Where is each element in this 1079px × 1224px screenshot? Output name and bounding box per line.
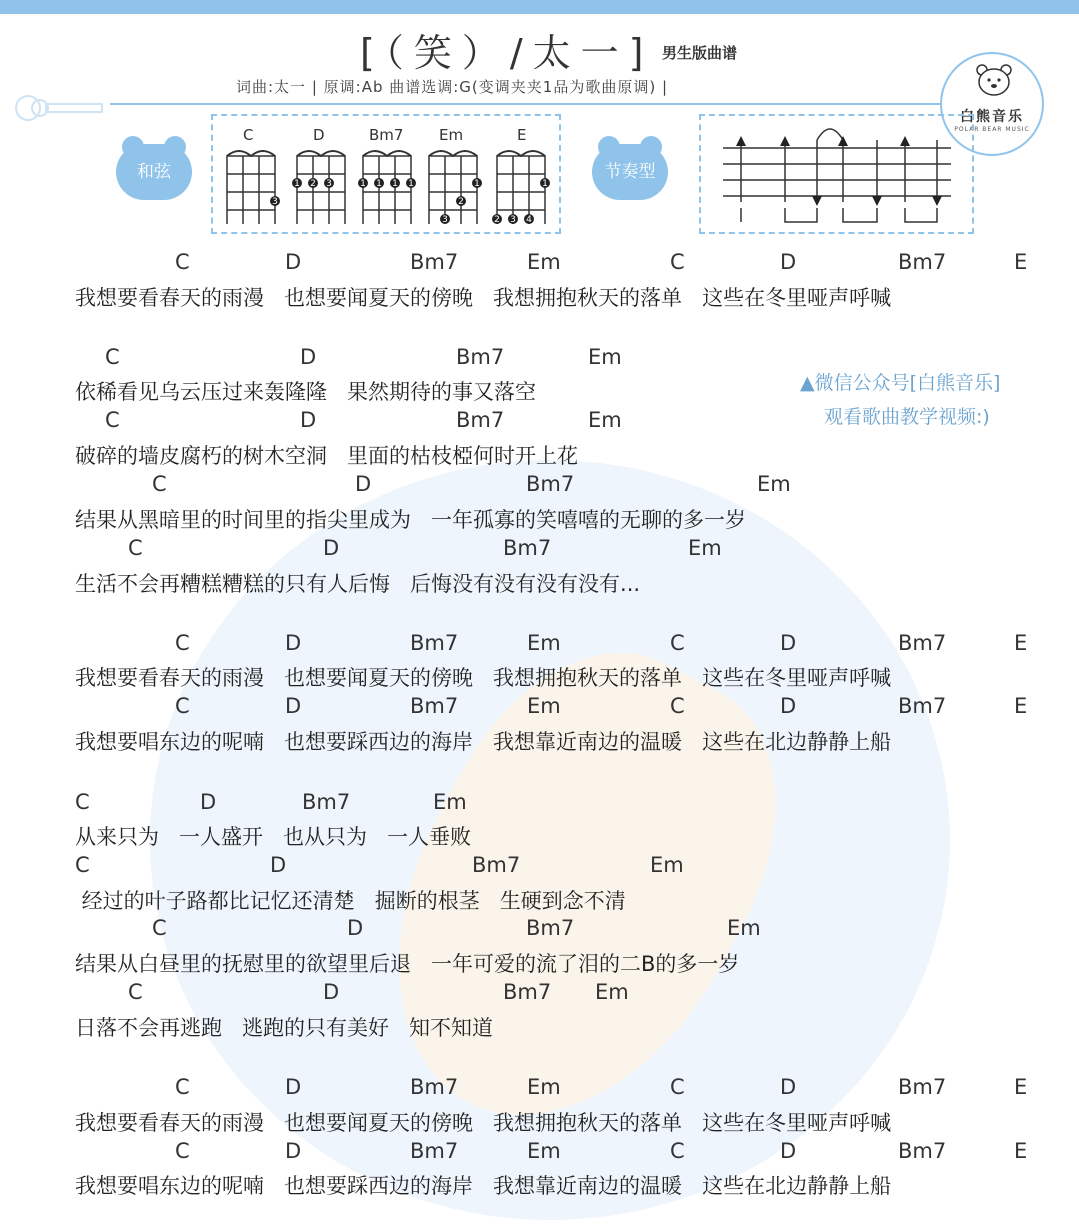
chord-symbol: C bbox=[128, 536, 143, 560]
chord-symbol: C bbox=[670, 1075, 685, 1099]
chord-symbol: D bbox=[300, 345, 317, 369]
chord-diagram-label: Em bbox=[439, 126, 464, 144]
chord-symbol: D bbox=[780, 250, 797, 274]
notice-line-1: ▲微信公众号[白熊音乐] bbox=[800, 372, 1001, 394]
chord-symbol: D bbox=[780, 631, 797, 655]
finger-mark: 3 bbox=[326, 179, 332, 189]
finger-mark: 3 bbox=[510, 215, 516, 224]
chord-symbol: D bbox=[285, 250, 302, 274]
chord-symbol: Bm7 bbox=[410, 694, 459, 718]
chord-symbol: D bbox=[270, 853, 287, 877]
chord-symbol: E bbox=[1014, 1139, 1028, 1163]
chord-symbol: Bm7 bbox=[456, 408, 505, 432]
chord-diagrams-panel bbox=[211, 114, 561, 234]
lyric-line: 生活不会再糟糕糟糕的只有人后悔 后悔没有没有没有没有... bbox=[75, 572, 641, 596]
chord-symbol: D bbox=[285, 1075, 302, 1099]
chord-symbol: D bbox=[285, 694, 302, 718]
lyric-line: 经过的叶子路都比记忆还清楚 掘断的根茎 生硬到念不清 bbox=[75, 889, 626, 913]
rhythm-badge: 节奏型 bbox=[592, 136, 668, 200]
chord-symbol: E bbox=[1014, 694, 1028, 718]
chords-badge: 和弦 bbox=[116, 136, 192, 200]
chord-symbol: Bm7 bbox=[302, 790, 351, 814]
song-title: [（笑）/太一] bbox=[360, 31, 654, 75]
finger-mark: 1 bbox=[474, 179, 480, 189]
finger-mark: 2 bbox=[494, 215, 500, 224]
chord-symbol: Em bbox=[727, 916, 761, 940]
chord-symbol: Em bbox=[595, 980, 629, 1004]
chord-symbol: Bm7 bbox=[472, 853, 521, 877]
chord-symbol: C bbox=[75, 853, 90, 877]
chord-symbol: D bbox=[200, 790, 217, 814]
chord-symbol: Bm7 bbox=[410, 1139, 459, 1163]
lyric-line: 我想要看春天的雨漫 也想要闻夏天的傍晚 我想拥抱秋天的落单 这些在冬里哑声呼喊 bbox=[75, 286, 892, 310]
finger-mark: 3 bbox=[442, 215, 448, 224]
finger-mark: 2 bbox=[458, 197, 464, 207]
logo-english: POLAR BEAR MUSIC bbox=[954, 126, 1030, 133]
lyric-line: 从来只为 一人盛开 也从只为 一人垂败 bbox=[75, 825, 472, 849]
chord-symbol: Bm7 bbox=[898, 1139, 947, 1163]
chord-symbol: Bm7 bbox=[503, 536, 552, 560]
chord-symbol: C bbox=[670, 631, 685, 655]
chord-symbol: D bbox=[780, 1139, 797, 1163]
chord-symbol: D bbox=[780, 1075, 797, 1099]
chord-symbol: D bbox=[285, 631, 302, 655]
chord-symbol: E bbox=[1014, 250, 1028, 274]
chord-symbol: C bbox=[75, 790, 90, 814]
top-banner bbox=[0, 0, 1079, 14]
chord-diagram-label: D bbox=[313, 126, 325, 144]
chord-symbol: D bbox=[323, 980, 340, 1004]
fretboard-grids bbox=[213, 144, 559, 224]
chord-symbol: E bbox=[1014, 631, 1028, 655]
chord-symbol: Em bbox=[757, 472, 791, 496]
chord-symbol: C bbox=[175, 694, 190, 718]
wechat-notice bbox=[800, 366, 1000, 434]
chord-symbol: Bm7 bbox=[410, 250, 459, 274]
chord-symbol: Em bbox=[588, 345, 622, 369]
lyric-line: 我想要唱东边的呢喃 也想要踩西边的海岸 我想靠近南边的温暖 这些在北边静静上船 bbox=[75, 730, 892, 754]
lyric-line: 破碎的墙皮腐朽的树木空洞 里面的枯枝椏何时开上花 bbox=[75, 444, 579, 468]
lyric-line: 我想要看春天的雨漫 也想要闻夏天的傍晚 我想拥抱秋天的落单 这些在冬里哑声呼喊 bbox=[75, 1111, 892, 1135]
logo-name: 白熊音乐 bbox=[960, 109, 1024, 125]
chord-symbol: C bbox=[152, 472, 167, 496]
chord-symbol: Bm7 bbox=[410, 1075, 459, 1099]
chord-symbol: D bbox=[300, 408, 317, 432]
chord-symbol: Bm7 bbox=[456, 345, 505, 369]
finger-mark: 1 bbox=[392, 179, 398, 189]
chord-diagram-label: C bbox=[243, 126, 254, 144]
chord-symbol: C bbox=[105, 408, 120, 432]
finger-mark: 1 bbox=[376, 179, 382, 189]
chord-symbol: Em bbox=[588, 408, 622, 432]
chord-symbol: Bm7 bbox=[898, 1075, 947, 1099]
finger-mark: 1 bbox=[294, 179, 300, 189]
finger-mark: 2 bbox=[310, 179, 316, 189]
polar-bear-icon bbox=[974, 62, 1014, 98]
finger-mark: 1 bbox=[360, 179, 366, 189]
chord-symbol: Bm7 bbox=[898, 250, 947, 274]
chord-symbol: Bm7 bbox=[526, 472, 575, 496]
chord-symbol: Em bbox=[650, 853, 684, 877]
chord-symbol: Bm7 bbox=[898, 631, 947, 655]
chord-symbol: D bbox=[780, 694, 797, 718]
chord-symbol: C bbox=[128, 980, 143, 1004]
chord-symbol: Em bbox=[688, 536, 722, 560]
chord-symbol: Bm7 bbox=[526, 916, 575, 940]
song-meta: 词曲:太一 | 原调:Ab 曲谱选调:G(变调夹夹1品为歌曲原调) | bbox=[236, 78, 668, 96]
chord-symbol: C bbox=[670, 250, 685, 274]
finger-mark: 3 bbox=[272, 197, 278, 207]
chord-symbol: Em bbox=[527, 1075, 561, 1099]
chord-symbol: C bbox=[152, 916, 167, 940]
chord-symbol: Em bbox=[527, 694, 561, 718]
chord-symbol: Em bbox=[527, 250, 561, 274]
chord-symbol: E bbox=[1014, 1075, 1028, 1099]
chord-symbol: D bbox=[347, 916, 364, 940]
chord-symbol: Bm7 bbox=[503, 980, 552, 1004]
chord-symbol: D bbox=[355, 472, 372, 496]
chord-symbol: D bbox=[285, 1139, 302, 1163]
chord-diagram-label: Bm7 bbox=[369, 126, 404, 144]
chord-symbol: Bm7 bbox=[410, 631, 459, 655]
finger-mark: 1 bbox=[408, 179, 414, 189]
chord-diagram-label: E bbox=[517, 126, 527, 144]
chord-symbol: C bbox=[175, 1139, 190, 1163]
ukulele-icon bbox=[10, 88, 110, 128]
chord-symbol: Em bbox=[527, 1139, 561, 1163]
finger-mark: 1 bbox=[542, 179, 548, 189]
notice-line-2: 观看歌曲教学视频:) bbox=[824, 406, 990, 428]
chord-symbol: C bbox=[175, 631, 190, 655]
chord-symbol: Em bbox=[433, 790, 467, 814]
version-tag: 男生版曲谱 bbox=[662, 44, 738, 62]
chord-symbol: C bbox=[105, 345, 120, 369]
lyric-line: 依稀看见乌云压过来轰隆隆 果然期待的事又落空 bbox=[75, 380, 537, 404]
chord-symbol: Em bbox=[527, 631, 561, 655]
rhythm-pattern-panel bbox=[699, 114, 974, 234]
lyric-line: 结果从白昼里的抚慰里的欲望里后退 一年可爱的流了泪的二B的多一岁 bbox=[75, 952, 740, 976]
finger-mark: 4 bbox=[526, 215, 532, 224]
chord-symbol: Bm7 bbox=[898, 694, 947, 718]
chord-symbol: C bbox=[175, 250, 190, 274]
lyric-line: 日落不会再逃跑 逃跑的只有美好 知不知道 bbox=[75, 1016, 494, 1040]
header-divider bbox=[110, 103, 940, 105]
chord-symbol: C bbox=[670, 1139, 685, 1163]
lyric-line: 我想要唱东边的呢喃 也想要踩西边的海岸 我想靠近南边的温暖 这些在北边静静上船 bbox=[75, 1174, 892, 1198]
chord-symbol: C bbox=[175, 1075, 190, 1099]
strum-pattern-diagram bbox=[701, 116, 972, 232]
lyric-line: 我想要看春天的雨漫 也想要闻夏天的傍晚 我想拥抱秋天的落单 这些在冬里哑声呼喊 bbox=[75, 666, 892, 690]
lyric-line: 结果从黑暗里的时间里的指尖里成为 一年孤寡的笑嘻嘻的无聊的多一岁 bbox=[75, 508, 747, 532]
chord-symbol: C bbox=[670, 694, 685, 718]
chord-symbol: D bbox=[323, 536, 340, 560]
